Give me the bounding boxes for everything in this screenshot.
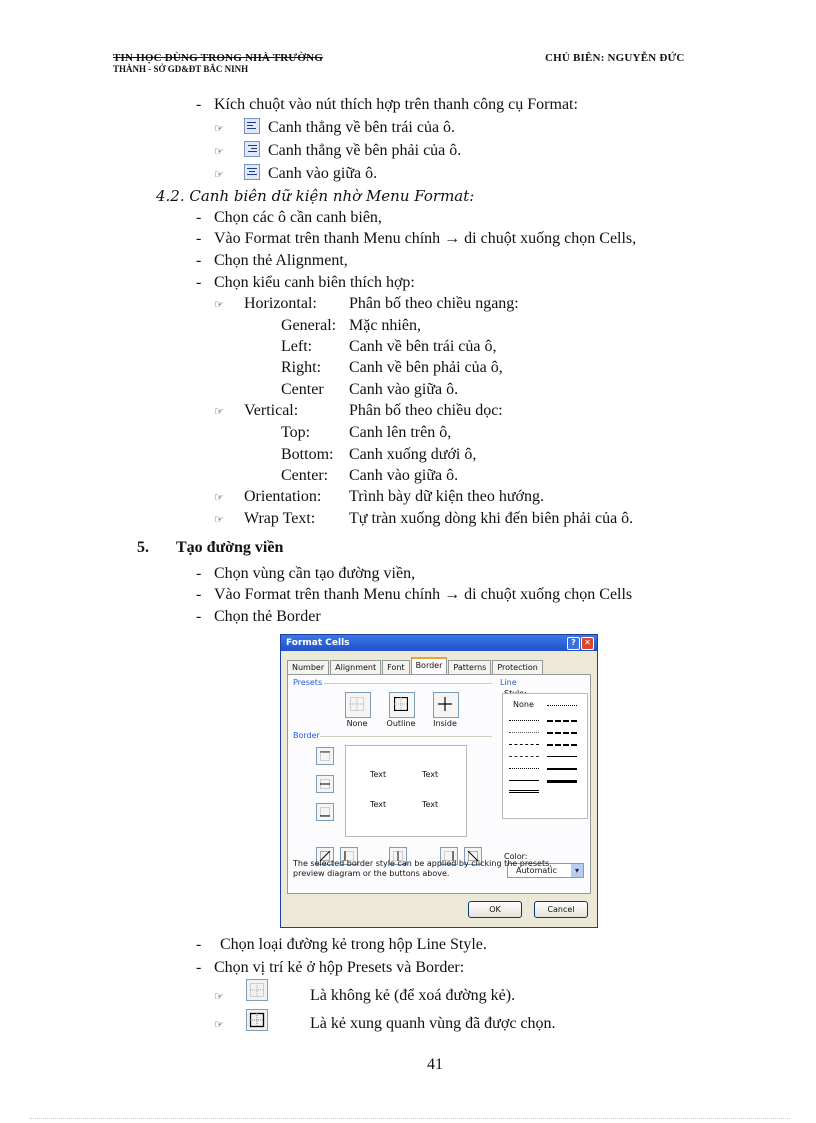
preview-text: Text [422,800,439,809]
vertical-desc: Phân bố theo chiều dọc: [349,402,503,419]
v-bottom-desc: Canh xuống dưới ô, [349,446,477,463]
v-center-label: Center: [281,467,329,484]
close-button[interactable]: ✕ [581,637,594,650]
step-4: - Chọn kiểu canh biên thích hợp: [196,274,415,291]
step-1: - Chọn các ô cần canh biên, [196,209,382,226]
border-bottom-button[interactable] [316,803,334,821]
preset-none-button[interactable] [345,692,371,718]
none-desc: Là không kẻ (để xoá đường kẻ). [310,987,516,1004]
align-left-icon [244,118,260,134]
s5-step-3: - Chọn thẻ Border [196,608,321,625]
h-general-desc: Mặc nhiên, [349,317,421,334]
section-5-title: Tạo đường viền [176,539,284,556]
border-preview[interactable] [345,745,467,837]
h-left-label: Left: [281,338,313,355]
v-top-label: Top: [281,424,311,441]
vertical-item: ☞ Vertical: [214,401,298,422]
preset-outline-icon [246,1009,268,1031]
line-group-label: Line [500,678,517,687]
pointing-hand-icon: ☞ [214,990,224,1003]
pointing-hand-icon: ☞ [214,145,224,158]
preset-none-icon [350,697,364,711]
v-center-desc: Canh vào giữa ô. [349,467,459,484]
item-align-right: ☞ Canh thẳng về bên phải của ô. [214,141,461,162]
wrap-item: ☞ Wrap Text: [214,509,315,530]
dialog-titlebar [281,635,597,651]
help-button[interactable]: ? [567,637,580,650]
pointing-hand-icon: ☞ [214,405,224,418]
footer-divider [30,1118,790,1119]
preset-outline-button[interactable] [389,692,415,718]
tab-alignment[interactable]: Alignment [330,660,381,674]
preset-outline-icon [394,697,408,711]
horizontal-item: ☞ Horizontal: [214,294,317,315]
outline-desc: Là kẻ xung quanh vùng đã được chọn. [310,1015,556,1032]
border-top-icon [317,748,333,764]
line-click-toolbar: - Kích chuột vào nút thích hợp trên thanh công cụ Format: [196,96,578,113]
section-5-number: 5. [137,539,149,556]
wrap-desc: Tự tràn xuống dòng khi đến biên phải của ô. [349,510,634,527]
chevron-down-icon[interactable]: ▾ [571,864,583,877]
preset-inside-label: Inside [433,719,457,728]
preset-none-icon [246,979,268,1001]
align-center-icon [244,164,260,180]
pointing-hand-icon: ☞ [214,1018,224,1031]
tab-font[interactable]: Font [382,660,409,674]
preview-text: Text [422,770,439,779]
h-center-label: Center [281,381,324,398]
header-left-title: TIN HỌC DÙNG TRONG NHÀ TRƯỜNG [113,52,324,64]
step-2: - Vào Format trên thanh Menu chính → di chuột xuống chọn Cells, [196,230,637,247]
tab-patterns[interactable]: Patterns [448,660,491,674]
border-group-label: Border [293,731,320,740]
preview-text: Text [370,770,387,779]
border-top-button[interactable] [316,747,334,765]
preset-inside-button[interactable] [433,692,459,718]
preset-outline-label: Outline [386,719,416,728]
pointing-hand-icon: ☞ [214,513,224,526]
presets-group-label: Presets [293,678,323,687]
ok-button[interactable]: OK [468,901,522,918]
pointing-hand-icon: ☞ [214,298,224,311]
pointing-hand-icon: ☞ [214,122,224,135]
align-right-icon [244,141,260,157]
border-middle-button[interactable] [316,775,334,793]
color-select-value: Automatic [516,866,558,875]
preset-inside-icon [438,697,452,711]
header-left-subtitle: THÀNH - SỞ GD&ĐT BẮC NINH [113,64,249,74]
dialog-title: Format Cells [286,638,350,648]
h-left-desc: Canh về bên trái của ô, [349,338,497,355]
orientation-desc: Trình bày dữ kiện theo hướng. [349,488,544,505]
s5-step-2: - Vào Format trên thanh Menu chính → di chuột xuống chọn Cells [196,586,633,603]
outline-item [214,1014,244,1035]
horizontal-desc: Phân bố theo chiều ngang: [349,295,519,312]
v-top-desc: Canh lên trên ô, [349,424,452,441]
item-align-left: ☞ Canh thẳng về bên trái của ô. [214,118,455,139]
tab-strip [287,659,544,673]
section-4-2-heading: 4.2. Canh biên dữ kiện nhờ Menu Format: [156,187,475,205]
step-3: - Chọn thẻ Alignment, [196,252,348,269]
v-bottom-label: Bottom: [281,446,334,463]
color-label: Color: [504,852,528,861]
tab-border[interactable]: Border [411,657,448,674]
after-step-2: - Chọn vị trí kẻ ở hộp Presets và Border: [196,959,465,976]
tab-protection[interactable]: Protection [492,660,542,674]
border-bottom-icon [317,804,333,820]
h-general-label: General: [281,317,337,334]
s5-step-1: - Chọn vùng cần tạo đường viền, [196,565,416,582]
line-style-list[interactable] [502,693,588,819]
tab-number[interactable]: Number [287,660,329,674]
h-center-desc: Canh vào giữa ô. [349,381,459,398]
style-none-option[interactable]: None [513,700,534,709]
after-step-1: - Chọn loại đường kẻ trong hộp Line Style. [196,936,487,953]
cancel-button[interactable]: Cancel [534,901,588,918]
dialog-help-note: The selected border style can be applied by clicking the presets, preview diagram or the buttons above. [293,859,552,878]
pointing-hand-icon: ☞ [214,168,224,181]
h-right-desc: Canh về bên phải của ô, [349,359,503,376]
item-align-center: ☞ Canh vào giữa ô. [214,164,377,185]
none-item [214,986,244,1007]
format-cells-dialog [280,634,598,928]
preview-text: Text [370,800,387,809]
h-right-label: Right: [281,359,322,376]
header-right-author: CHỦ BIÊN: NGUYỄN ĐỨC [545,52,685,64]
border-middle-icon [317,776,333,792]
page-number: 41 [427,1056,443,1073]
preset-none-label: None [346,719,368,728]
orientation-item: ☞ Orientation: [214,487,321,508]
pointing-hand-icon: ☞ [214,491,224,504]
